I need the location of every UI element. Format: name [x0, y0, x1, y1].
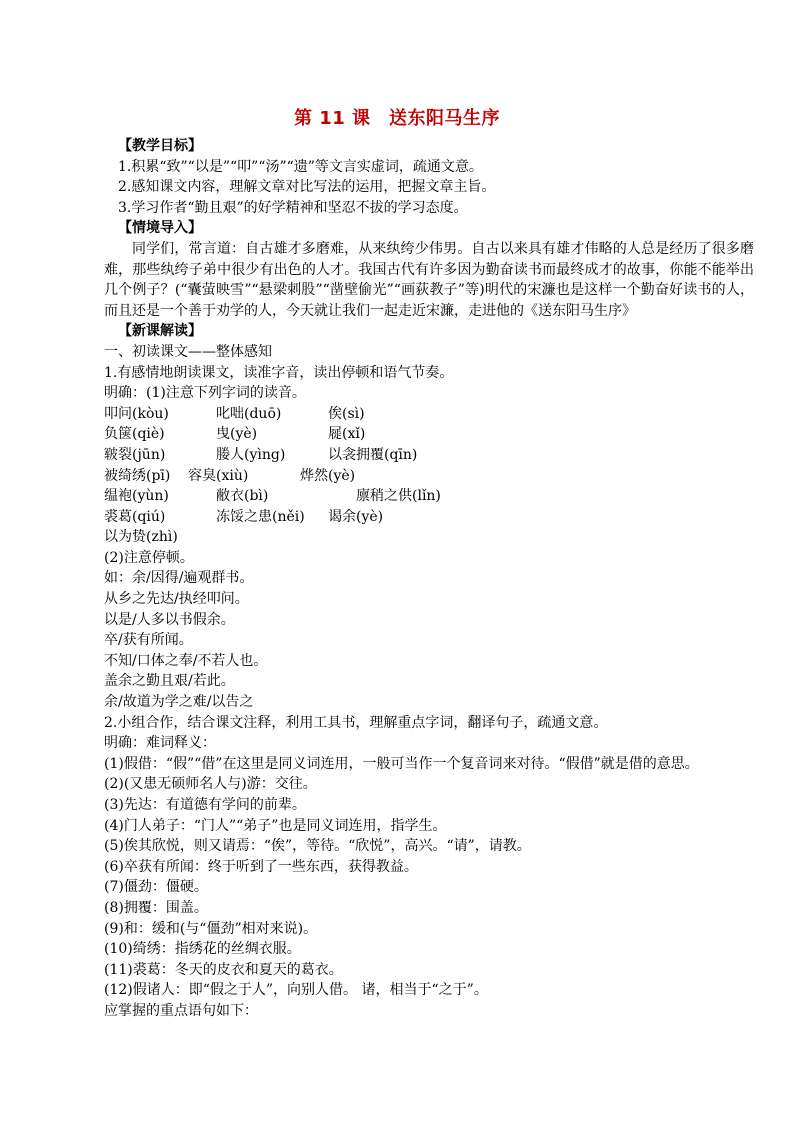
- glossary-item: (3)先达：有道德有学问的前辈。: [104, 797, 306, 813]
- pronunciation-item: 敝衣(bì): [216, 488, 269, 505]
- glossary-item: (1)假借：“假”“借”在这里是同义词连用，一般可当作一个复音词来对待。“假借”就是借的意思。: [104, 755, 699, 772]
- pronunciation-row: [104, 445, 754, 466]
- glossary-item: (2)(又患无硕师名人与)游：交往。: [104, 776, 317, 793]
- pause-example: 以是/人多以书假余。: [104, 611, 235, 628]
- pronunciation-row: [104, 424, 754, 445]
- pause-example: 卒/获有所闻。: [104, 632, 193, 649]
- closing-text: 应掌握的重点语句如下：: [104, 1002, 258, 1019]
- goal-item: 2.感知课文内容，理解文章对比写法的运用，把握文章主旨。: [118, 179, 496, 196]
- pronunciation-item: 叱咄(duō): [216, 405, 282, 422]
- goal-item: 3.学习作者“勤且艰”的好学精神和坚忍不拔的学习态度。: [118, 199, 468, 216]
- pronunciation-item: 谒余(yè): [328, 508, 384, 525]
- clarify-text: 明确：难词释义：: [104, 735, 216, 752]
- task-text: 2.小组合作，结合课文注释，利用工具书，理解重点字词，翻译句子，疏通文意。: [104, 714, 608, 731]
- pronunciation-row: [104, 404, 754, 425]
- pause-example: 如：余/因得/遍观群书。: [104, 570, 254, 587]
- page-title: 第 11 课 送东阳马生序: [293, 108, 501, 129]
- pronunciation-item: 俟(sì): [328, 405, 365, 422]
- glossary-item: (4)门人弟子：“门人”“弟子”也是同义词连用，指学生。: [104, 817, 447, 834]
- task-text: 1.有感情地朗读课文，读准字音，读出停顿和语气节奏。: [104, 364, 454, 381]
- pronunciation-item: 冻馁之患(něi): [216, 508, 305, 525]
- glossary-item: (7)僵劲：僵硬。: [104, 879, 208, 896]
- glossary-item: (11)裘葛：冬天的皮衣和夏天的葛衣。: [104, 961, 343, 978]
- pronunciation-item: 以衾拥覆(qīn): [328, 446, 418, 463]
- glossary-item: (9)和：缓和(与“僵劲”相对来说)。: [104, 920, 318, 937]
- pronunciation-item: 烨然(yè): [300, 467, 356, 484]
- pronunciation-item: 缊袍(yùn): [104, 488, 169, 505]
- pronunciation-row: [104, 507, 754, 528]
- pronunciation-item: 被绮绣(pī): [104, 467, 171, 484]
- pronunciation-row: [104, 486, 754, 507]
- pronunciation-item: 以为贽(zhì): [104, 529, 178, 546]
- pronunciation-row: [104, 527, 754, 548]
- goal-item: 1.积累“致”“以是”“叩”“汤”“遗”等文言实虚词，疏通文意。: [118, 158, 483, 175]
- pronunciation-item: 廪稍之供(lǐn): [356, 488, 441, 505]
- pronunciation-item: 负箧(qiè): [104, 426, 165, 443]
- subsection-heading: 一、初读课文——整体感知: [104, 343, 272, 360]
- pronunciation-item: 屣(xǐ): [328, 426, 366, 443]
- pronunciation-row: [104, 466, 754, 487]
- pause-example: 余/故道为学之难/以告之: [104, 694, 254, 711]
- pause-example: 盖余之勤且艰/若此。: [104, 673, 235, 690]
- document-body: [104, 136, 754, 1022]
- pronunciation-item: 皲裂(jūn): [104, 446, 166, 463]
- pronunciation-item: 叩问(kòu): [104, 405, 169, 422]
- glossary-item: (6)卒获有所闻：终于听到了一些东西，获得教益。: [104, 858, 418, 875]
- section-heading-intro: 【情境导入】: [118, 220, 202, 237]
- intro-paragraph: 同学们，常言道：自古雄才多磨难，从来纨绔少伟男。自古以来具有雄才伟略的人总是经历了很多磨难，那些纨绔子弟中很少有出色的人才。我国古代有许多因为勤奋读书而最终成才的故事，你能不能举出几个例子？(“囊萤映雪”“悬梁刺股”“凿壁偷光”“画荻教子”等)明代的宋濂也是这样一个勤奋好读书的人，而且还是一个善于劝学的人，今天就让我们一起走近宋濂，走进他的《送东阳马生序》: [104, 240, 754, 319]
- glossary-item: (10)绮绣：指绣花的丝绸衣服。: [104, 941, 301, 958]
- pause-example: 不知/口体之奉/不若人也。: [104, 652, 268, 669]
- glossary-item: (5)俟其欣悦，则又请焉：“俟”，等待。“欣悦”，高兴。“请”，请教。: [104, 838, 531, 855]
- glossary-item: (8)拥覆：围盖。: [104, 899, 208, 916]
- pause-heading: (2)注意停顿。: [104, 549, 194, 566]
- clarify-text: 明确：(1)注意下列字词的读音。: [104, 385, 306, 402]
- pause-example: 从乡之先达/执经叩问。: [104, 591, 249, 608]
- pronunciation-item: 裘葛(qiú): [104, 508, 166, 525]
- section-heading-lesson: 【新课解读】: [118, 323, 202, 340]
- pronunciation-item: 媵人(yìng): [216, 446, 286, 463]
- pronunciation-item: 容臭(xiù): [188, 467, 249, 484]
- pronunciation-item: 曳(yè): [216, 426, 258, 443]
- section-heading-goals: 【教学目标】: [118, 138, 202, 154]
- glossary-item: (12)假诸人：即“假之于人”，向别人借。 诸，相当于“之于”。: [104, 982, 488, 999]
